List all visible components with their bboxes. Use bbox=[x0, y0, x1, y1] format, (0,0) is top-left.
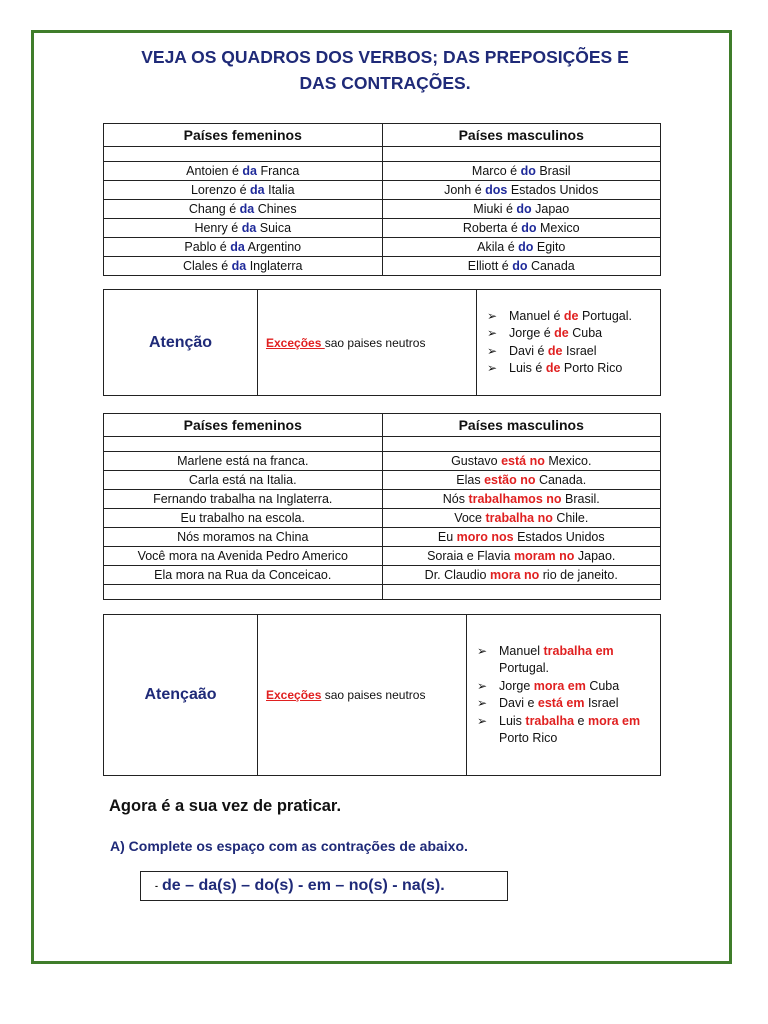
text-segment: Chile. bbox=[552, 511, 589, 525]
exception-item bbox=[477, 713, 654, 748]
masculine-cell bbox=[382, 452, 661, 471]
text-segment: de bbox=[545, 361, 561, 375]
text-segment: Israel bbox=[584, 696, 619, 710]
table-row bbox=[104, 547, 661, 566]
text-segment: estão no bbox=[484, 473, 536, 487]
text-segment: Italia. bbox=[263, 473, 297, 487]
text-segment: Rua da Conceicao. bbox=[221, 568, 332, 582]
blank-cell bbox=[104, 147, 383, 162]
text-segment: Elas bbox=[456, 473, 485, 487]
text-segment: da bbox=[239, 202, 255, 216]
masculine-cell bbox=[382, 200, 661, 219]
text-segment: Portugal. bbox=[578, 308, 633, 323]
attention-box-1 bbox=[103, 289, 661, 396]
masculine-cell bbox=[382, 547, 661, 566]
text-segment: Mexico bbox=[536, 221, 580, 235]
text-segment: trabalha bbox=[525, 713, 575, 728]
text-segment: mora em bbox=[587, 713, 641, 728]
page-title bbox=[60, 44, 710, 96]
arrow-bullet-icon: ➢ bbox=[477, 643, 488, 658]
text-segment: Israel bbox=[562, 343, 597, 358]
masculine-cell bbox=[382, 471, 661, 490]
exceptions-note bbox=[258, 615, 467, 776]
text-segment: Mexico. bbox=[544, 454, 592, 468]
word-box-text: de – da(s) – do(s) - em – no(s) - na(s). bbox=[162, 877, 445, 895]
text-segment: Japao bbox=[531, 202, 570, 216]
text-segment: está na bbox=[222, 473, 264, 487]
text-segment: Nós bbox=[442, 492, 469, 506]
masculine-cell bbox=[382, 238, 661, 257]
text-segment: do bbox=[518, 240, 534, 254]
text-segment: China bbox=[272, 530, 309, 544]
header-masculine: Países masculinos bbox=[382, 124, 661, 147]
text-segment: Chang é bbox=[188, 202, 240, 216]
exception-item bbox=[477, 695, 654, 713]
word-box-dash: - bbox=[155, 881, 158, 891]
feminine-cell bbox=[104, 257, 383, 276]
text-segment: Lorenzo é bbox=[190, 183, 251, 197]
table-row bbox=[104, 238, 661, 257]
text-segment: mora em bbox=[533, 678, 586, 693]
attention-box-2 bbox=[103, 614, 661, 776]
arrow-bullet-icon: ➢ bbox=[477, 678, 488, 693]
text-segment: franca. bbox=[266, 454, 309, 468]
text-segment: Davi e bbox=[499, 696, 538, 710]
feminine-cell bbox=[104, 200, 383, 219]
text-segment: Marlene bbox=[177, 454, 226, 468]
text-segment: Brasil bbox=[535, 164, 571, 178]
text-segment: Jorge bbox=[499, 678, 534, 693]
text-segment: rio de janeito. bbox=[539, 568, 618, 582]
header-feminine: Países femeninos bbox=[104, 124, 383, 147]
table-row bbox=[104, 257, 661, 276]
table-row bbox=[104, 471, 661, 490]
masculine-cell bbox=[382, 181, 661, 200]
exception-item bbox=[477, 678, 654, 696]
feminine-cell bbox=[104, 162, 383, 181]
table-row bbox=[104, 200, 661, 219]
text-segment: Luis é bbox=[509, 361, 546, 375]
text-segment: no bbox=[546, 492, 562, 506]
text-segment: no bbox=[529, 454, 545, 468]
text-segment: na bbox=[258, 530, 273, 544]
text-segment: está em bbox=[537, 696, 585, 710]
text-segment: Voce bbox=[454, 511, 486, 525]
text-segment: Ela bbox=[154, 568, 176, 582]
exceptions-word: Exceções bbox=[266, 688, 322, 702]
text-segment: Eu bbox=[437, 530, 457, 544]
text-segment: trabalha no bbox=[485, 511, 553, 525]
contractions-table-1 bbox=[103, 123, 661, 276]
feminine-cell bbox=[104, 452, 383, 471]
text-segment: Nós bbox=[177, 530, 203, 544]
text-segment: Argentino bbox=[244, 240, 302, 254]
exception-item bbox=[487, 308, 654, 326]
blank-cell bbox=[382, 585, 661, 600]
arrow-bullet-icon: ➢ bbox=[487, 361, 498, 375]
feminine-cell bbox=[104, 181, 383, 200]
text-segment: Cuba bbox=[568, 326, 603, 340]
text-segment: do bbox=[516, 202, 532, 216]
text-segment: Antoien é bbox=[186, 164, 243, 178]
feminine-cell bbox=[104, 528, 383, 547]
blank-cell bbox=[382, 437, 661, 452]
text-segment: escola. bbox=[261, 511, 305, 525]
table-row bbox=[104, 490, 661, 509]
text-segment: de bbox=[547, 343, 563, 358]
feminine-cell bbox=[104, 471, 383, 490]
text-segment: Canada bbox=[527, 259, 575, 273]
exceptions-word: Exceções bbox=[266, 335, 325, 350]
exception-item bbox=[487, 325, 654, 343]
text-segment: Estados Unidos bbox=[513, 530, 605, 544]
text-segment: dos bbox=[485, 183, 508, 197]
text-segment: trabalha em bbox=[543, 643, 614, 658]
title-line-2: DAS CONTRAÇÕES. bbox=[299, 73, 471, 93]
text-segment: do bbox=[512, 259, 528, 273]
text-segment: Roberta é bbox=[462, 221, 522, 235]
practice-heading: Agora é a sua vez de praticar. bbox=[109, 797, 342, 815]
feminine-cell bbox=[104, 547, 383, 566]
text-segment: mora no bbox=[489, 568, 540, 582]
text-segment: Dr. Claudio bbox=[424, 568, 490, 582]
text-segment: Luis bbox=[499, 713, 526, 728]
text-segment: Suica bbox=[256, 221, 292, 235]
text-segment: Akila é bbox=[477, 240, 519, 254]
masculine-cell bbox=[382, 162, 661, 181]
neutral-text: sao paises neutros bbox=[321, 688, 426, 702]
exceptions-note bbox=[258, 290, 477, 396]
masculine-cell bbox=[382, 490, 661, 509]
table-row bbox=[104, 509, 661, 528]
text-segment: Japao. bbox=[574, 549, 616, 563]
text-segment: da bbox=[241, 221, 257, 235]
text-segment: Brasil. bbox=[561, 492, 600, 506]
blank-cell bbox=[104, 437, 383, 452]
text-segment: na bbox=[247, 511, 262, 525]
text-segment: da bbox=[230, 240, 245, 254]
word-box bbox=[140, 871, 508, 901]
text-segment: trabalha na bbox=[210, 492, 273, 506]
text-segment: Clales é bbox=[182, 259, 232, 273]
text-segment: Porto Rico bbox=[560, 361, 623, 375]
text-segment: Manuel bbox=[499, 643, 544, 658]
table-row bbox=[104, 181, 661, 200]
text-segment: trabalho bbox=[199, 511, 245, 525]
text-segment: Italia bbox=[264, 183, 295, 197]
text-segment: e bbox=[574, 713, 588, 728]
text-segment: de bbox=[554, 326, 569, 340]
text-segment: Davi é bbox=[509, 343, 548, 358]
feminine-cell bbox=[104, 219, 383, 238]
text-segment: Estados Unidos bbox=[507, 183, 599, 197]
text-segment: Jorge é bbox=[509, 326, 555, 340]
feminine-cell bbox=[104, 566, 383, 585]
text-segment: Porto Rico bbox=[499, 731, 558, 745]
table-row bbox=[104, 162, 661, 181]
arrow-bullet-icon: ➢ bbox=[487, 308, 498, 323]
text-segment: trabalhamos bbox=[468, 492, 543, 506]
table-row bbox=[104, 219, 661, 238]
text-segment: mora bbox=[175, 568, 205, 582]
feminine-cell bbox=[104, 509, 383, 528]
text-segment: moro nos bbox=[456, 530, 514, 544]
masculine-cell bbox=[382, 509, 661, 528]
title-line-1: VEJA OS QUADROS DOS VERBOS; DAS PREPOSIÇÕES E bbox=[141, 47, 629, 67]
text-segment: Você bbox=[137, 549, 169, 563]
arrow-bullet-icon: ➢ bbox=[487, 326, 498, 340]
text-segment: Inglaterra. bbox=[272, 492, 333, 506]
arrow-bullet-icon: ➢ bbox=[487, 343, 498, 358]
table-row bbox=[104, 566, 661, 585]
exercise-instruction: A) Complete os espaço com as contrações de abaixo. bbox=[110, 838, 468, 854]
blank-cell bbox=[382, 147, 661, 162]
text-segment: Marco é bbox=[471, 164, 521, 178]
text-segment: Canada. bbox=[535, 473, 587, 487]
exception-item bbox=[487, 360, 654, 378]
text-segment: Manuel é bbox=[509, 308, 564, 323]
text-segment: Gustavo bbox=[451, 454, 502, 468]
text-segment: Avenida Pedro Americo bbox=[214, 549, 348, 563]
table-row bbox=[104, 452, 661, 471]
header-masculine: Países masculinos bbox=[382, 414, 661, 437]
masculine-cell bbox=[382, 566, 661, 585]
text-segment: Pablo é bbox=[184, 240, 231, 254]
text-segment: Soraia e Flavia bbox=[427, 549, 514, 563]
text-segment: na bbox=[207, 568, 222, 582]
text-segment: mora na bbox=[168, 549, 215, 563]
exception-item bbox=[477, 643, 654, 678]
masculine-cell bbox=[382, 528, 661, 547]
text-segment: Fernando bbox=[153, 492, 211, 506]
text-segment: Carla bbox=[188, 473, 223, 487]
text-segment: da bbox=[231, 259, 247, 273]
feminine-cell bbox=[104, 490, 383, 509]
text-segment: está na bbox=[225, 454, 267, 468]
text-segment: Jonh é bbox=[444, 183, 486, 197]
exceptions-list bbox=[477, 290, 661, 396]
arrow-bullet-icon: ➢ bbox=[477, 713, 488, 728]
text-segment: Elliott é bbox=[467, 259, 513, 273]
exception-item bbox=[487, 343, 654, 361]
exceptions-list bbox=[467, 615, 661, 776]
text-segment: Miuki é bbox=[473, 202, 517, 216]
neutral-text: sao paises neutros bbox=[324, 335, 426, 350]
text-segment: do bbox=[521, 221, 537, 235]
masculine-cell bbox=[382, 257, 661, 276]
text-segment: de bbox=[563, 308, 579, 323]
arrow-bullet-icon: ➢ bbox=[477, 696, 488, 710]
text-segment: da bbox=[250, 183, 265, 197]
header-feminine: Países femeninos bbox=[104, 414, 383, 437]
text-segment: Portugal. bbox=[499, 661, 550, 675]
attention-label: Atençaão bbox=[104, 615, 258, 776]
text-segment: da bbox=[242, 164, 257, 178]
masculine-cell bbox=[382, 219, 661, 238]
feminine-cell bbox=[104, 238, 383, 257]
text-segment: Inglaterra bbox=[246, 259, 303, 273]
attention-label: Atenção bbox=[104, 290, 258, 396]
text-segment: está bbox=[501, 454, 527, 468]
text-segment: Egito bbox=[533, 240, 566, 254]
text-segment: Eu bbox=[180, 511, 200, 525]
text-segment: Chines bbox=[254, 202, 297, 216]
verbs-table-2 bbox=[103, 413, 661, 600]
text-segment: Cuba bbox=[585, 678, 620, 693]
text-segment: do bbox=[520, 164, 536, 178]
text-segment: Franca bbox=[257, 164, 300, 178]
blank-cell bbox=[104, 585, 383, 600]
text-segment: moramos bbox=[202, 530, 255, 544]
text-segment: moram no bbox=[513, 549, 575, 563]
table-row bbox=[104, 528, 661, 547]
text-segment: Henry é bbox=[194, 221, 242, 235]
